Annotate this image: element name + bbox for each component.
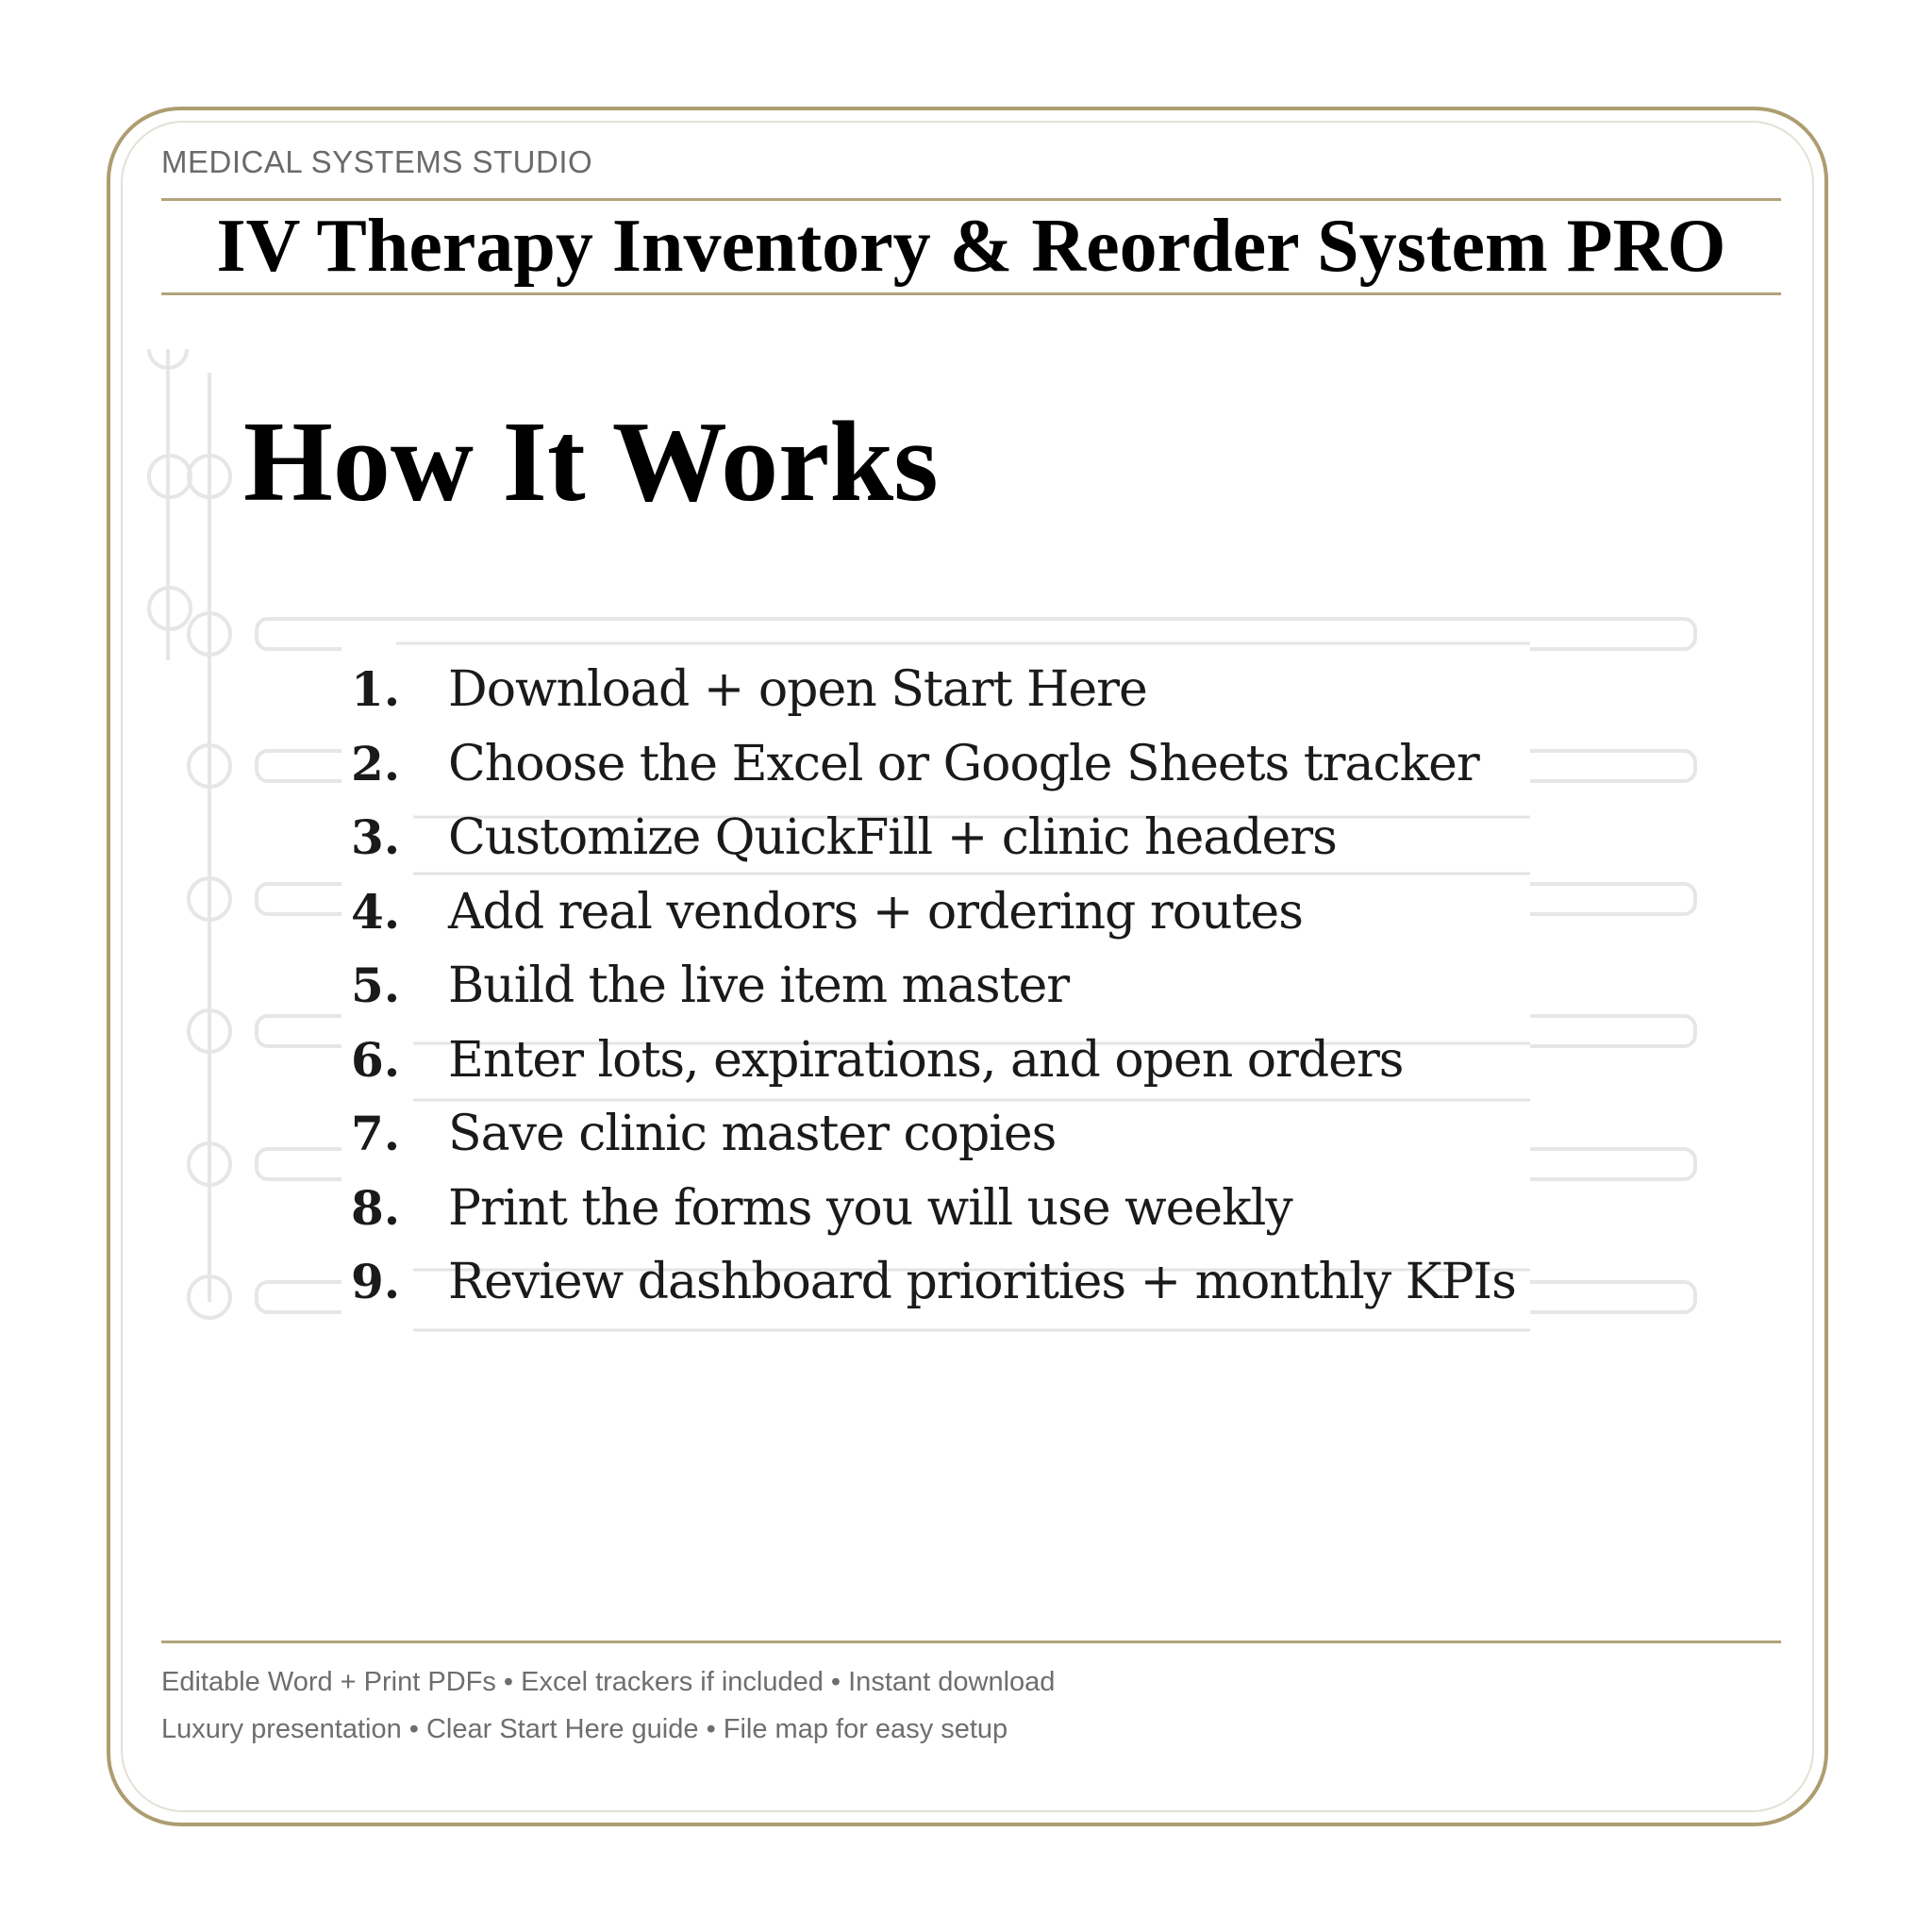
step-item: [351, 1180, 1516, 1255]
step-text: Save clinic master copies: [448, 1106, 1057, 1162]
step-number: 9.: [351, 1254, 401, 1309]
step-item: [351, 958, 1516, 1032]
steps-list: [351, 661, 1516, 1328]
step-item: [351, 1032, 1516, 1107]
step-text: Review dashboard priorities + monthly KPIs: [448, 1254, 1516, 1310]
step-item: [351, 736, 1516, 810]
section-title: How It Works: [243, 398, 939, 525]
step-item: [351, 661, 1516, 736]
step-number: 8.: [351, 1179, 401, 1236]
brand-label: MEDICAL SYSTEMS STUDIO: [161, 144, 593, 179]
footer-benefits-line: Luxury presentation • Clear Start Here guide • File map for easy setup: [161, 1714, 1008, 1744]
step-text: Customize QuickFill + clinic headers: [448, 809, 1337, 866]
step-number: 3.: [351, 809, 401, 865]
step-number: 7.: [351, 1106, 401, 1161]
step-number: 2.: [351, 735, 401, 791]
step-item: [351, 1254, 1516, 1328]
step-text: Build the live item master: [448, 958, 1070, 1014]
step-item: [351, 884, 1516, 958]
step-text: Enter lots, expirations, and open orders: [448, 1031, 1404, 1089]
step-text: Download + open Start Here: [448, 661, 1147, 718]
step-number: 5.: [351, 958, 401, 1013]
step-item: [351, 1106, 1516, 1180]
step-text: Add real vendors + ordering routes: [448, 883, 1303, 941]
footer-features-line: Editable Word + Print PDFs • Excel trackers if included • Instant download: [161, 1667, 1056, 1697]
step-item: [351, 809, 1516, 884]
step-number: 6.: [351, 1031, 401, 1088]
step-text: Choose the Excel or Google Sheets tracker: [448, 735, 1479, 792]
step-text: Print the forms you will use weekly: [448, 1179, 1292, 1237]
footer-divider: [161, 1641, 1781, 1643]
step-number: 1.: [351, 661, 401, 717]
step-number: 4.: [351, 883, 401, 940]
product-title: IV Therapy Inventory & Reorder System PRO: [216, 205, 1726, 288]
